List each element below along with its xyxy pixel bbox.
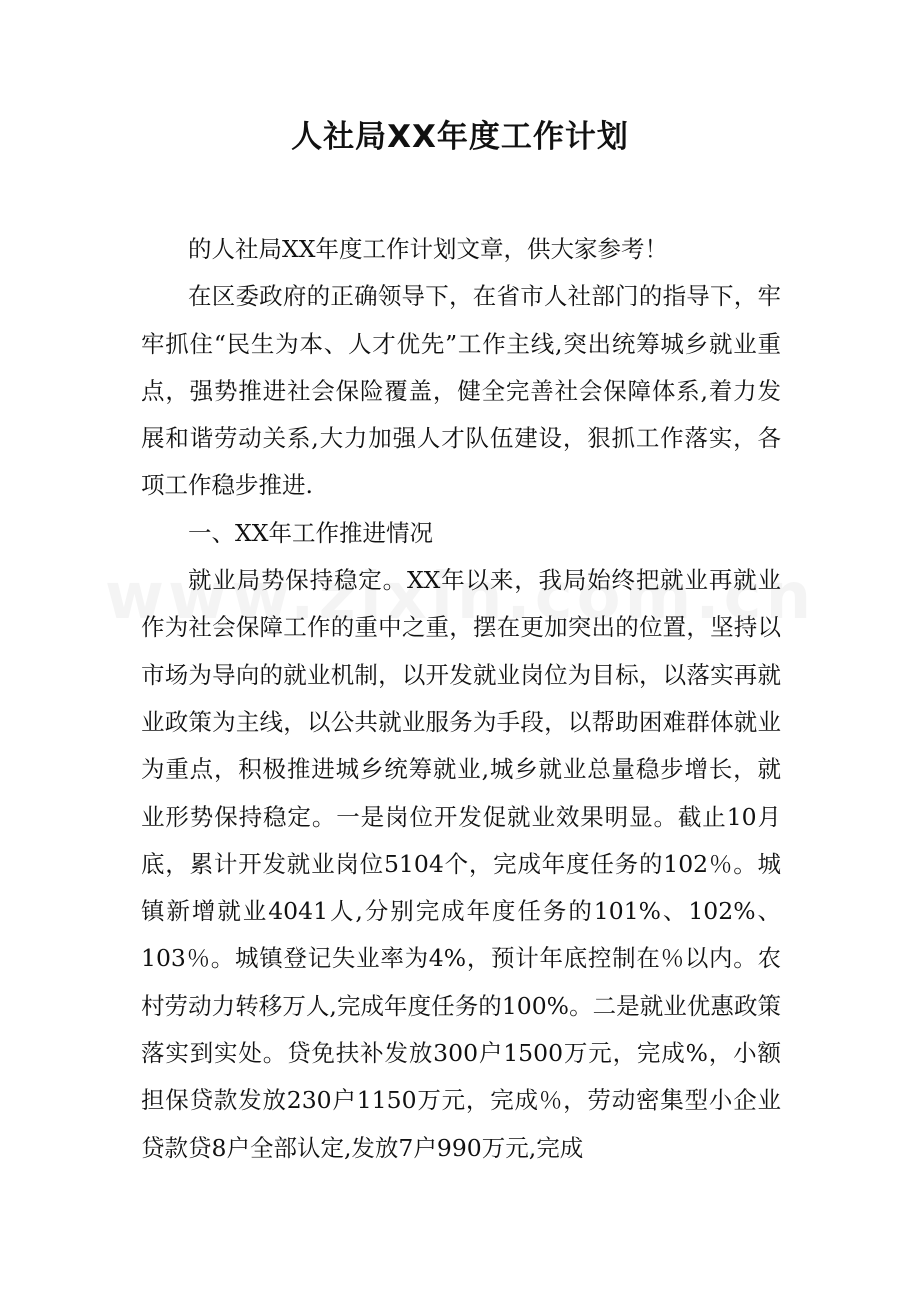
document-title: 人社局XX年度工作计划 bbox=[291, 119, 629, 155]
document-body bbox=[141, 226, 781, 1172]
paragraph-overview: 在区委政府的正确领导下，在省市人社部门的指导下，牢牢抓住“民生为本、人才优先”工作主线,突出统筹城乡就业重点，强势推进社会保险覆盖，健全完善社会保障体系,着力发展和谐劳动关系,大力加强人才队伍建设，狠抓工作落实，各项工作稳步推进. bbox=[141, 282, 781, 500]
paragraph-employment: 就业局势保持稳定。XX年以来，我局始终把就业再就业作为社会保障工作的重中之重，摆在更加突出的位置，坚持以市场为导向的就业机制，以开发就业岗位为目标，以落实再就业政策为主线，以公共就业服务为手段，以帮助困难群体就业为重点，积极推进城乡统筹就业,城乡就业总量稳步增长，就业形势保持稳定。一是岗位开发促就业效果明显。截止10月底，累计开发就业岗位5104个，完成年度任务的102％。城镇新增就业4041人,分别完成年度任务的101%、102%、103％。城镇登记失业率为4%，预计年底控制在％以内。农村劳动力转移万人,完成年度任务的100%。二是就业优惠政策落实到实处。贷免扶补发放300户1500万元，完成%，小额担保贷款发放230户1150万元，完成％，劳动密集型小企业贷款贷8户全部认定,发放7户990万元,完成 bbox=[141, 566, 781, 1162]
paragraph-intro: 的人社局XX年度工作计划文章，供大家参考！ bbox=[188, 235, 668, 263]
section-heading-1: 一、XX年工作推进情况 bbox=[188, 518, 433, 547]
